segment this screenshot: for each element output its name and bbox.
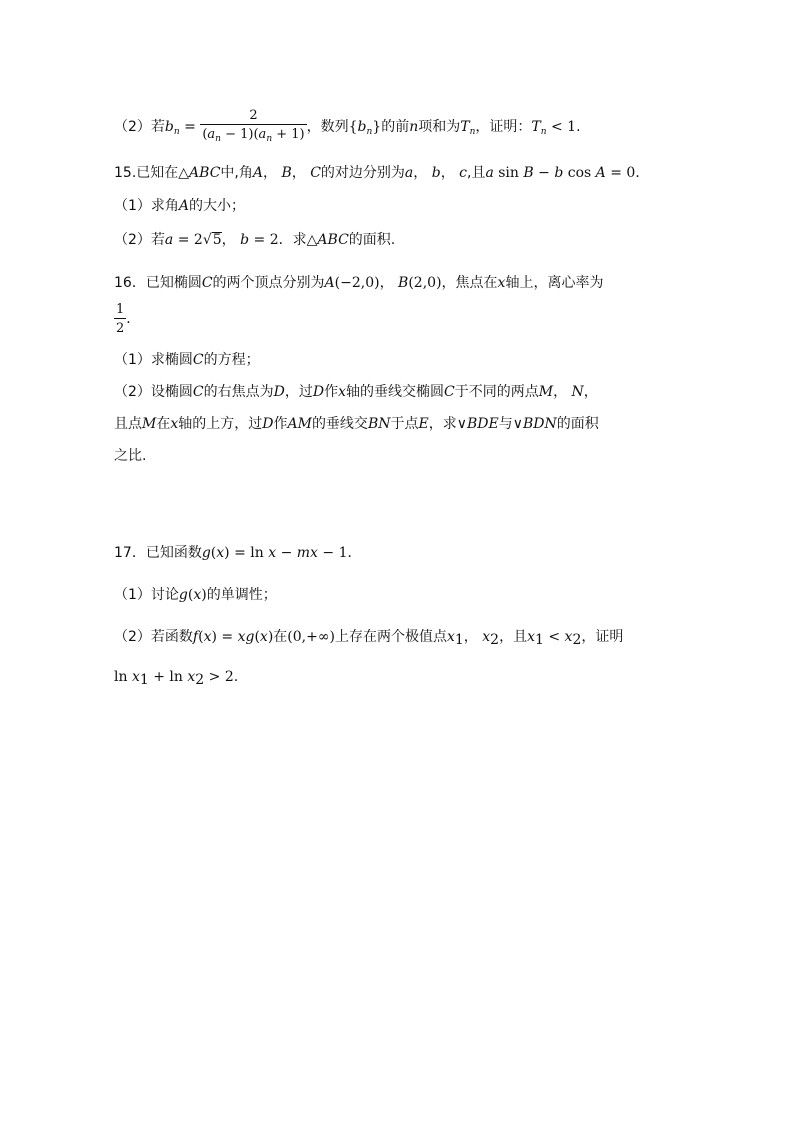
q14-part2-line: （2）若$b_n$ = $\frac{2}{(a_n - 1)(a_n + 1)}$ ，数列$\{b_n\}$的前n项和为$T_n$，证明：$T_n < 1$. (114, 108, 581, 146)
q15-stem: 15.已知在△ABC中,角A， B， C的对边分别为a， b， c,且a sin B − b cos A = 0． (114, 165, 650, 181)
q16-fraction: $\frac{1}{2}$ (116, 302, 125, 336)
q17-part2-line2: $\ln x_1 + \ln x_2 > 2$. (114, 669, 239, 688)
q17-part2-line1: （2）若函数f(x) = xg(x)在(0,+∞)上存在两个极值点$x_1$， $x_2$，且$x_1 < x_2$，证明 (114, 629, 624, 648)
q17-stem: 17．已知函数g(x) = ln x − mx − 1． (114, 545, 362, 561)
q15-part1: （1）求角A的大小； (114, 198, 246, 214)
q16-part2-line2: 且点M在x轴的上方，过D作AM的垂线交BN于点E，求∨BDE与∨BDN的面积 (114, 416, 599, 432)
q17-part1: （1）讨论g(x)的单调性； (114, 587, 277, 603)
q16-part2-line1: （2）设椭圆C的右焦点为D，过D作x轴的垂线交椭圆C于不同的两点M， N， (114, 384, 598, 400)
q16-part1: （1）求椭圆C的方程； (114, 352, 260, 368)
q14-part2-label: （2）若 (114, 119, 165, 135)
q16-stem: 16．已知椭圆C的两个顶点分别为A(−2,0)， B(2,0)，焦点在x轴上，离心率为 (114, 275, 604, 291)
q15-part2: （2）若a = 2√5， b = 2．求△ABC的面积. (114, 232, 396, 248)
q16-part2-line3: 之比. (114, 448, 147, 464)
q14-fraction: $\frac{2}{(a_n - 1)(a_n + 1)}$ (200, 109, 306, 147)
q16-eccentricity: $\frac{1}{2}$ ． (116, 302, 141, 336)
